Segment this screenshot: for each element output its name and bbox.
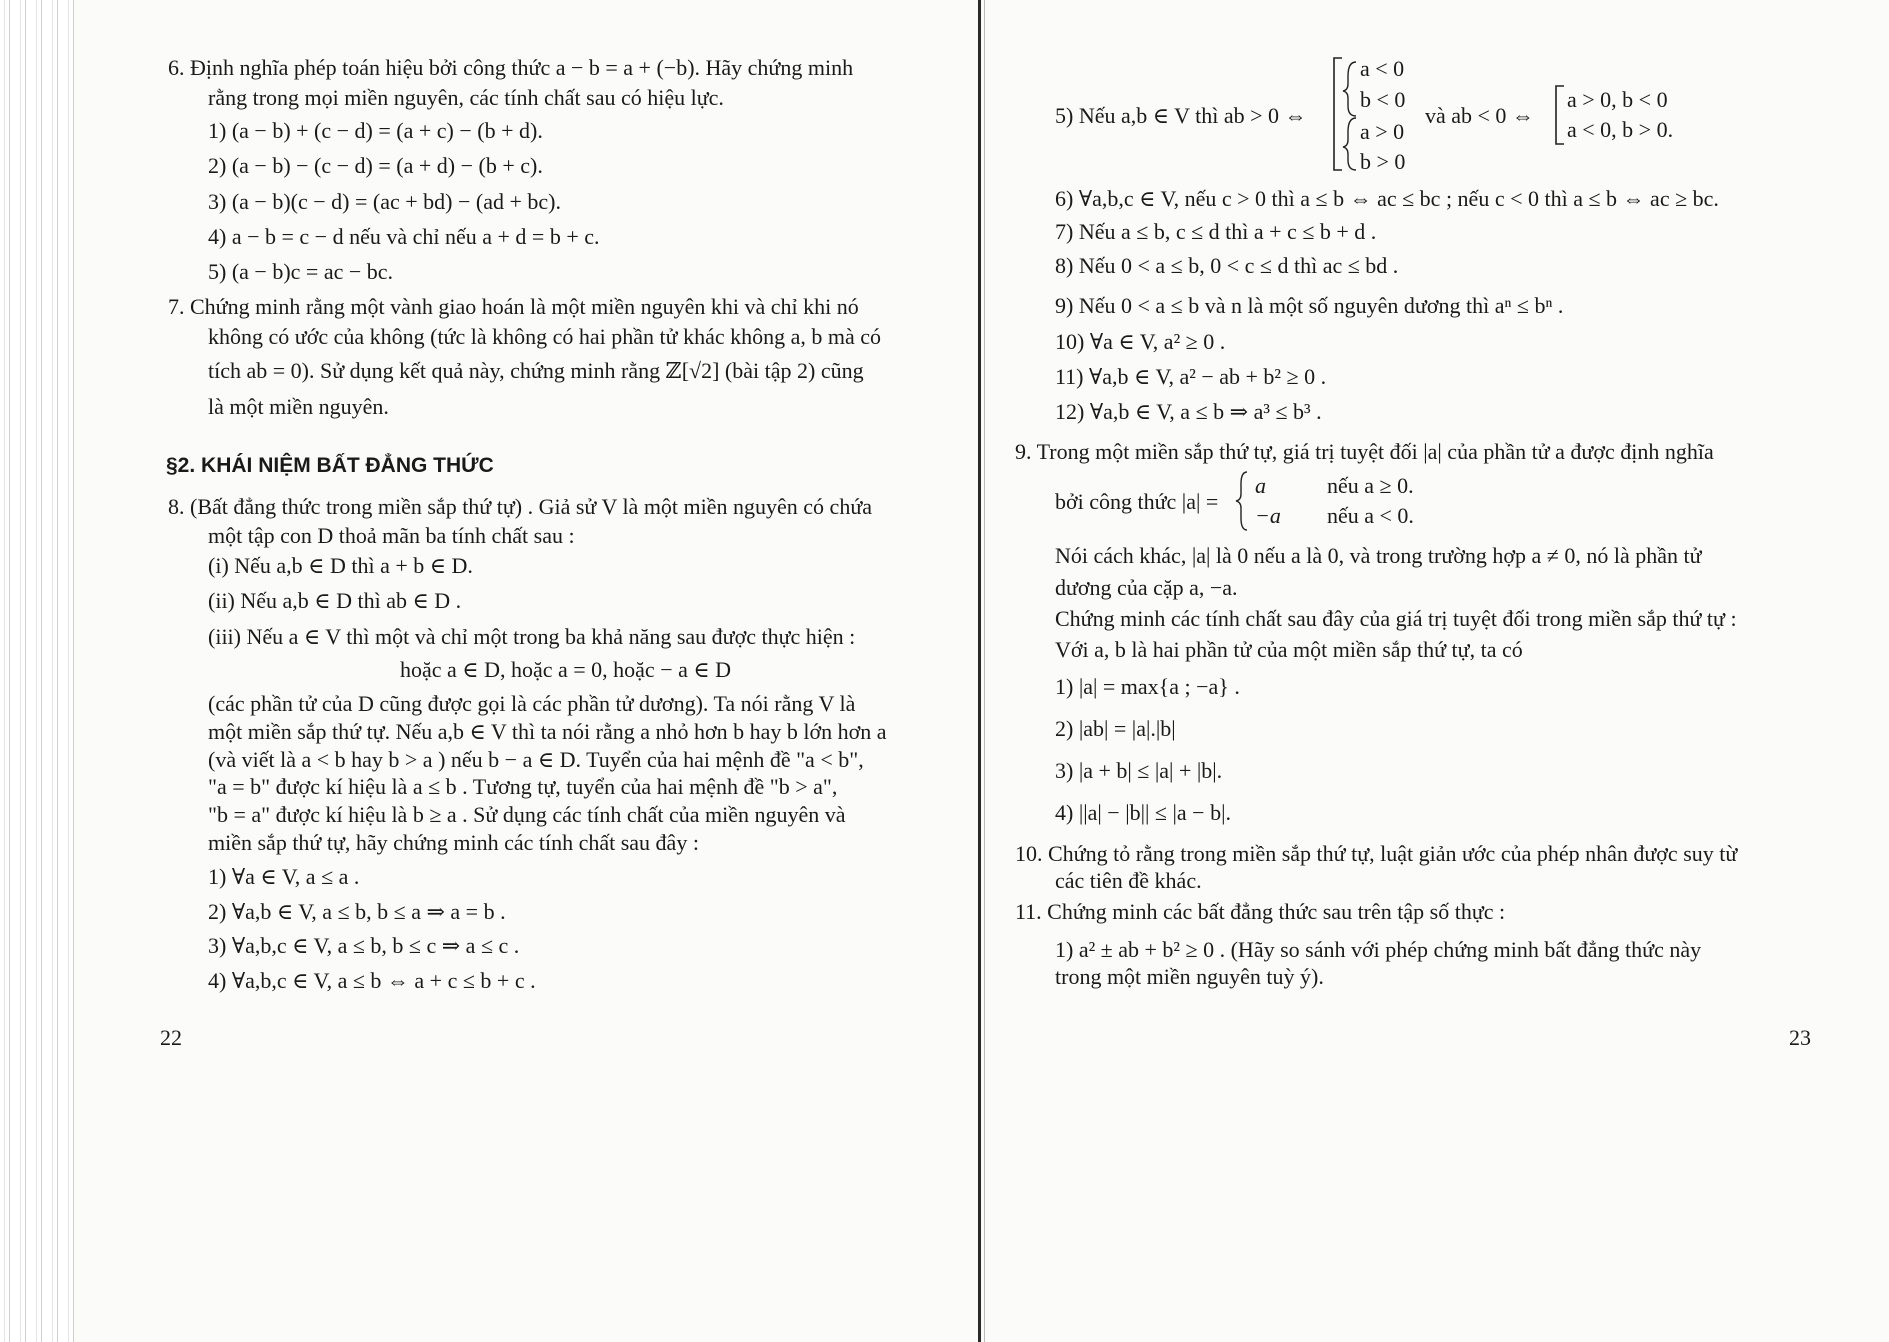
text-line: 6. Định nghĩa phép toán hiệu bởi công thức a − b = a + (−b). Hãy chứng minh	[168, 55, 854, 80]
brace-abs	[1233, 470, 1251, 532]
text-line: Nói cách khác, |a| là 0 nếu a là 0, và trong trường hợp a ≠ 0, nó là phần tử	[1055, 543, 1702, 568]
text-line: 1) (a − b) + (c − d) = (a + c) − (b + d).	[208, 118, 543, 143]
case-line: a < 0	[1360, 56, 1405, 81]
text-line: (i) Nếu a,b ∈ D thì a + b ∈ D.	[208, 553, 473, 578]
text-line: 1) a² ± ab + b² ≥ 0 . (Hãy so sánh với phép chứng minh bất đẳng thức này	[1055, 937, 1702, 962]
text-line: trong một miền nguyên tuỳ ý).	[1055, 964, 1324, 989]
page-number: 23	[1789, 1025, 1811, 1050]
left-edge-scan-shadow	[0, 0, 74, 1342]
text-line: 4) ||a| − |b|| ≤ |a − b|.	[1055, 800, 1231, 825]
text-line: 6) ∀a,b,c ∈ V, nếu c > 0 thì a ≤ b ⇔ ac ≤ bc ; nếu c < 0 thì a ≤ b ⇔ ac ≥ bc.	[1055, 186, 1719, 211]
text-line: một tập con D thoả mãn ba tính chất sau :	[208, 523, 575, 548]
case-line: a < 0, b > 0.	[1567, 117, 1674, 142]
case-line: nếu a ≥ 0.	[1327, 473, 1414, 498]
text-line: 4) ∀a,b,c ∈ V, a ≤ b ⇔ a + c ≤ b + c .	[208, 968, 536, 993]
case-line: nếu a < 0.	[1327, 503, 1414, 528]
text-line: 3) |a + b| ≤ |a| + |b|.	[1055, 758, 1223, 783]
text-line: 1) ∀a ∈ V, a ≤ a .	[208, 864, 360, 889]
text-line: 9. Trong một miền sắp thứ tự, giá trị tuyệt đối |a| của phần tử a được định nghĩa	[1015, 439, 1714, 464]
text-line: miền sắp thứ tự, hãy chứng minh các tính chất sau đây :	[208, 830, 699, 855]
case-line: b > 0	[1360, 149, 1406, 174]
text-line: 2) (a − b) − (c − d) = (a + d) − (b + c).	[208, 153, 543, 178]
text-line: (iii) Nếu a ∈ V thì một và chỉ một trong ba khả năng sau được thực hiện :	[208, 624, 856, 649]
text-line: Chứng minh các tính chất sau đây của giá trị tuyệt đối trong miền sắp thứ tự :	[1055, 606, 1737, 631]
text-line: (các phần tử của D cũng được gọi là các phần tử dương). Ta nói rằng V là	[208, 691, 856, 716]
text-line: 12) ∀a,b ∈ V, a ≤ b ⇒ a³ ≤ b³ .	[1055, 399, 1322, 424]
bracket-or	[1552, 84, 1566, 146]
text-line: dương của cặp a, −a.	[1055, 575, 1238, 600]
text-line: 8) Nếu 0 < a ≤ b, 0 < c ≤ d thì ac ≤ bd .	[1055, 253, 1399, 278]
text-line: 9) Nếu 0 < a ≤ b và n là một số nguyên dương thì aⁿ ≤ bⁿ .	[1055, 293, 1564, 318]
text-line: (và viết là a < b hay b > a ) nếu b − a ∈ D. Tuyển của hai mệnh đề "a < b",	[208, 747, 864, 772]
text-line: 3) ∀a,b,c ∈ V, a ≤ b, b ≤ c ⇒ a ≤ c .	[208, 933, 520, 958]
text-line: 4) a − b = c − d nếu và chỉ nếu a + d = b + c.	[208, 224, 600, 249]
text-line: là một miền nguyên.	[208, 394, 389, 419]
case-line: a	[1255, 473, 1266, 498]
text-line: và ab < 0 ⇔	[1425, 103, 1534, 128]
center-fold	[978, 0, 981, 1342]
text-line: "b = a" được kí hiệu là b ≥ a . Sử dụng các tính chất của miền nguyên và	[208, 802, 846, 827]
case-line: a > 0, b < 0	[1567, 87, 1668, 112]
text-line: 1) |a| = max{a ; −a} .	[1055, 674, 1240, 699]
text-line: 8. (Bất đẳng thức trong miền sắp thứ tự) . Giả sử V là một miền nguyên có chứa	[168, 494, 873, 519]
text-line: 5) (a − b)c = ac − bc.	[208, 259, 394, 284]
text-line: 3) (a − b)(c − d) = (ac + bd) − (ad + bc).	[208, 189, 561, 214]
page-number: 22	[160, 1025, 182, 1050]
right-page	[1015, 0, 1865, 1342]
text-line: bởi công thức |a| =	[1055, 489, 1219, 514]
text-line: hoặc a ∈ D, hoặc a = 0, hoặc − a ∈ D	[400, 657, 732, 682]
case-line: b < 0	[1360, 87, 1406, 112]
text-line: 2) ∀a,b ∈ V, a ≤ b, b ≤ a ⇒ a = b .	[208, 899, 506, 924]
text-line: 2) |ab| = |a|.|b|	[1055, 716, 1176, 741]
text-line: 7) Nếu a ≤ b, c ≤ d thì a + c ≤ b + d .	[1055, 219, 1377, 244]
text-line: 11) ∀a,b ∈ V, a² − ab + b² ≥ 0 .	[1055, 364, 1327, 389]
text-line: 11. Chứng minh các bất đẳng thức sau trên tập số thực :	[1015, 899, 1506, 924]
text-line: rằng trong mọi miền nguyên, các tính chất sau có hiệu lực.	[208, 85, 724, 110]
text-line: tích ab = 0). Sử dụng kết quả này, chứng minh rằng ℤ[√2] (bài tập 2) cũng	[208, 358, 864, 383]
text-line: 10. Chứng tỏ rằng trong miền sắp thứ tự, luật giản ước của phép nhân được suy từ	[1015, 841, 1738, 866]
text-line: 10) ∀a ∈ V, a² ≥ 0 .	[1055, 329, 1226, 354]
text-line: một miền sắp thứ tự. Nếu a,b ∈ V thì ta nói rằng a nhỏ hơn b hay b lớn hơn a	[208, 719, 887, 744]
text-line: 5) Nếu a,b ∈ V thì ab > 0 ⇔	[1055, 103, 1307, 128]
text-line: 7. Chứng minh rằng một vành giao hoán là một miền nguyên khi và chỉ khi nó	[168, 294, 859, 319]
center-fold-shadow	[984, 0, 985, 1342]
text-line: các tiên đề khác.	[1055, 868, 1202, 893]
left-page	[160, 0, 970, 1342]
text-line: Với a, b là hai phần tử của một miền sắp thứ tự, ta có	[1055, 637, 1523, 662]
text-line: không có ước của không (tức là không có hai phần tử khác không a, b mà có	[208, 324, 881, 349]
section-heading: §2. KHÁI NIỆM BẤT ĐẲNG THỨC	[166, 454, 494, 477]
case-line: a > 0	[1360, 119, 1405, 144]
text-line: "a = b" được kí hiệu là a ≤ b . Tương tự, tuyển của hai mệnh đề "b > a",	[208, 774, 838, 799]
text-line: (ii) Nếu a,b ∈ D thì ab ∈ D .	[208, 588, 462, 613]
case-line: −a	[1255, 503, 1281, 528]
